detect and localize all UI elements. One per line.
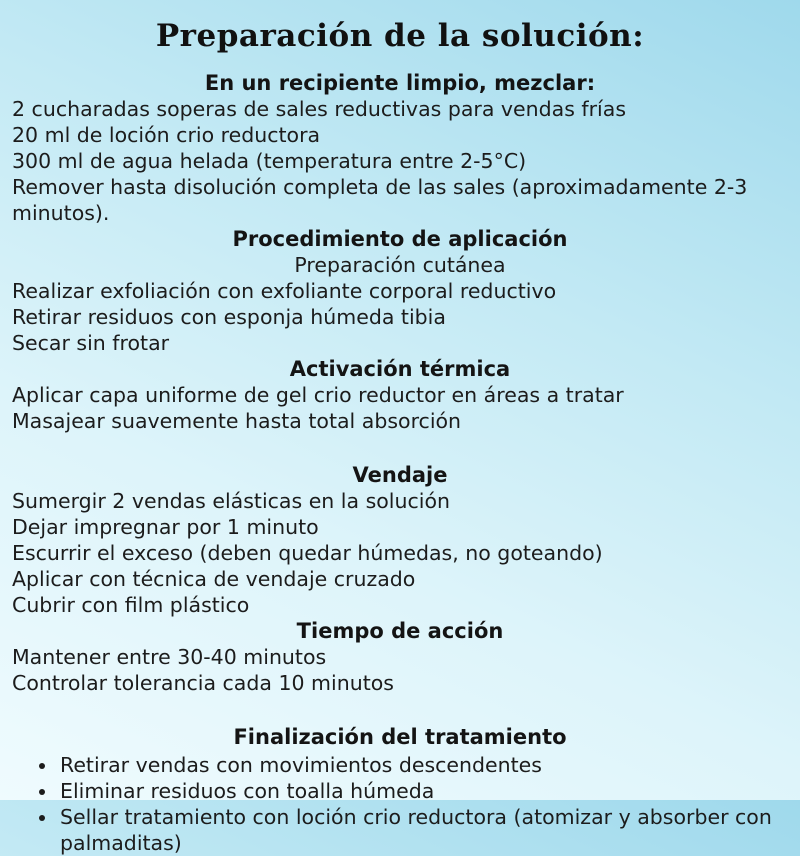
instruction-line: Controlar tolerancia cada 10 minutos bbox=[12, 671, 394, 695]
finish-bullet-list bbox=[12, 752, 788, 856]
section-finish bbox=[12, 724, 788, 856]
bullet-item: • Sellar tratamiento con loción crio reductora (atomizar y absorber con palmaditas) bbox=[58, 804, 788, 856]
instruction-line: 20 ml de loción crio reductora bbox=[12, 123, 321, 147]
bullet-item: • Retirar vendas con movimientos descendentes bbox=[58, 752, 788, 778]
instruction-line: Secar sin frotar bbox=[12, 331, 170, 355]
section-procedure bbox=[12, 226, 788, 356]
section-heading-thermal: Activación térmica bbox=[289, 357, 511, 381]
bullet-item: • Eliminar residuos con toalla húmeda bbox=[58, 778, 788, 804]
page-title: Preparación de la solución: bbox=[155, 18, 645, 54]
instruction-line: Retirar residuos con esponja húmeda tibia bbox=[12, 305, 446, 329]
section-heading-mixing: En un recipiente limpio, mezclar: bbox=[204, 71, 596, 95]
instruction-line: Cubrir con film plástico bbox=[12, 593, 250, 617]
section-heading-bandage: Vendaje bbox=[352, 463, 448, 487]
instruction-line: Dejar impregnar por 1 minuto bbox=[12, 515, 319, 539]
section-timing bbox=[12, 618, 788, 696]
instruction-line: Masajear suavemente hasta total absorción bbox=[12, 409, 462, 433]
instruction-line: Escurrir el exceso (deben quedar húmedas, no goteando) bbox=[12, 541, 603, 565]
instruction-line: Aplicar capa uniforme de gel crio reductor en áreas a tratar bbox=[12, 383, 624, 407]
instruction-line: Mantener entre 30-40 minutos bbox=[12, 645, 327, 669]
section-heading-finish: Finalización del tratamiento bbox=[233, 725, 567, 749]
section-heading-procedure: Procedimiento de aplicación bbox=[232, 227, 568, 251]
section-heading-timing: Tiempo de acción bbox=[296, 619, 504, 643]
section-bandage bbox=[12, 462, 788, 618]
section-mixing bbox=[12, 70, 788, 226]
instruction-line: 2 cucharadas soperas de sales reductivas para vendas frías bbox=[12, 97, 626, 121]
instruction-line: Realizar exfoliación con exfoliante corporal reductivo bbox=[12, 279, 557, 303]
section-subheading-skin-prep: Preparación cutánea bbox=[294, 253, 506, 277]
instruction-line: Sumergir 2 vendas elásticas en la solución bbox=[12, 489, 450, 513]
instruction-line: 300 ml de agua helada (temperatura entre 2-5°C) bbox=[12, 149, 527, 173]
instruction-line: Remover hasta disolución completa de las sales (aproximadamente 2-3 minutos). bbox=[12, 175, 748, 225]
section-thermal bbox=[12, 356, 788, 434]
instruction-line: Aplicar con técnica de vendaje cruzado bbox=[12, 567, 416, 591]
